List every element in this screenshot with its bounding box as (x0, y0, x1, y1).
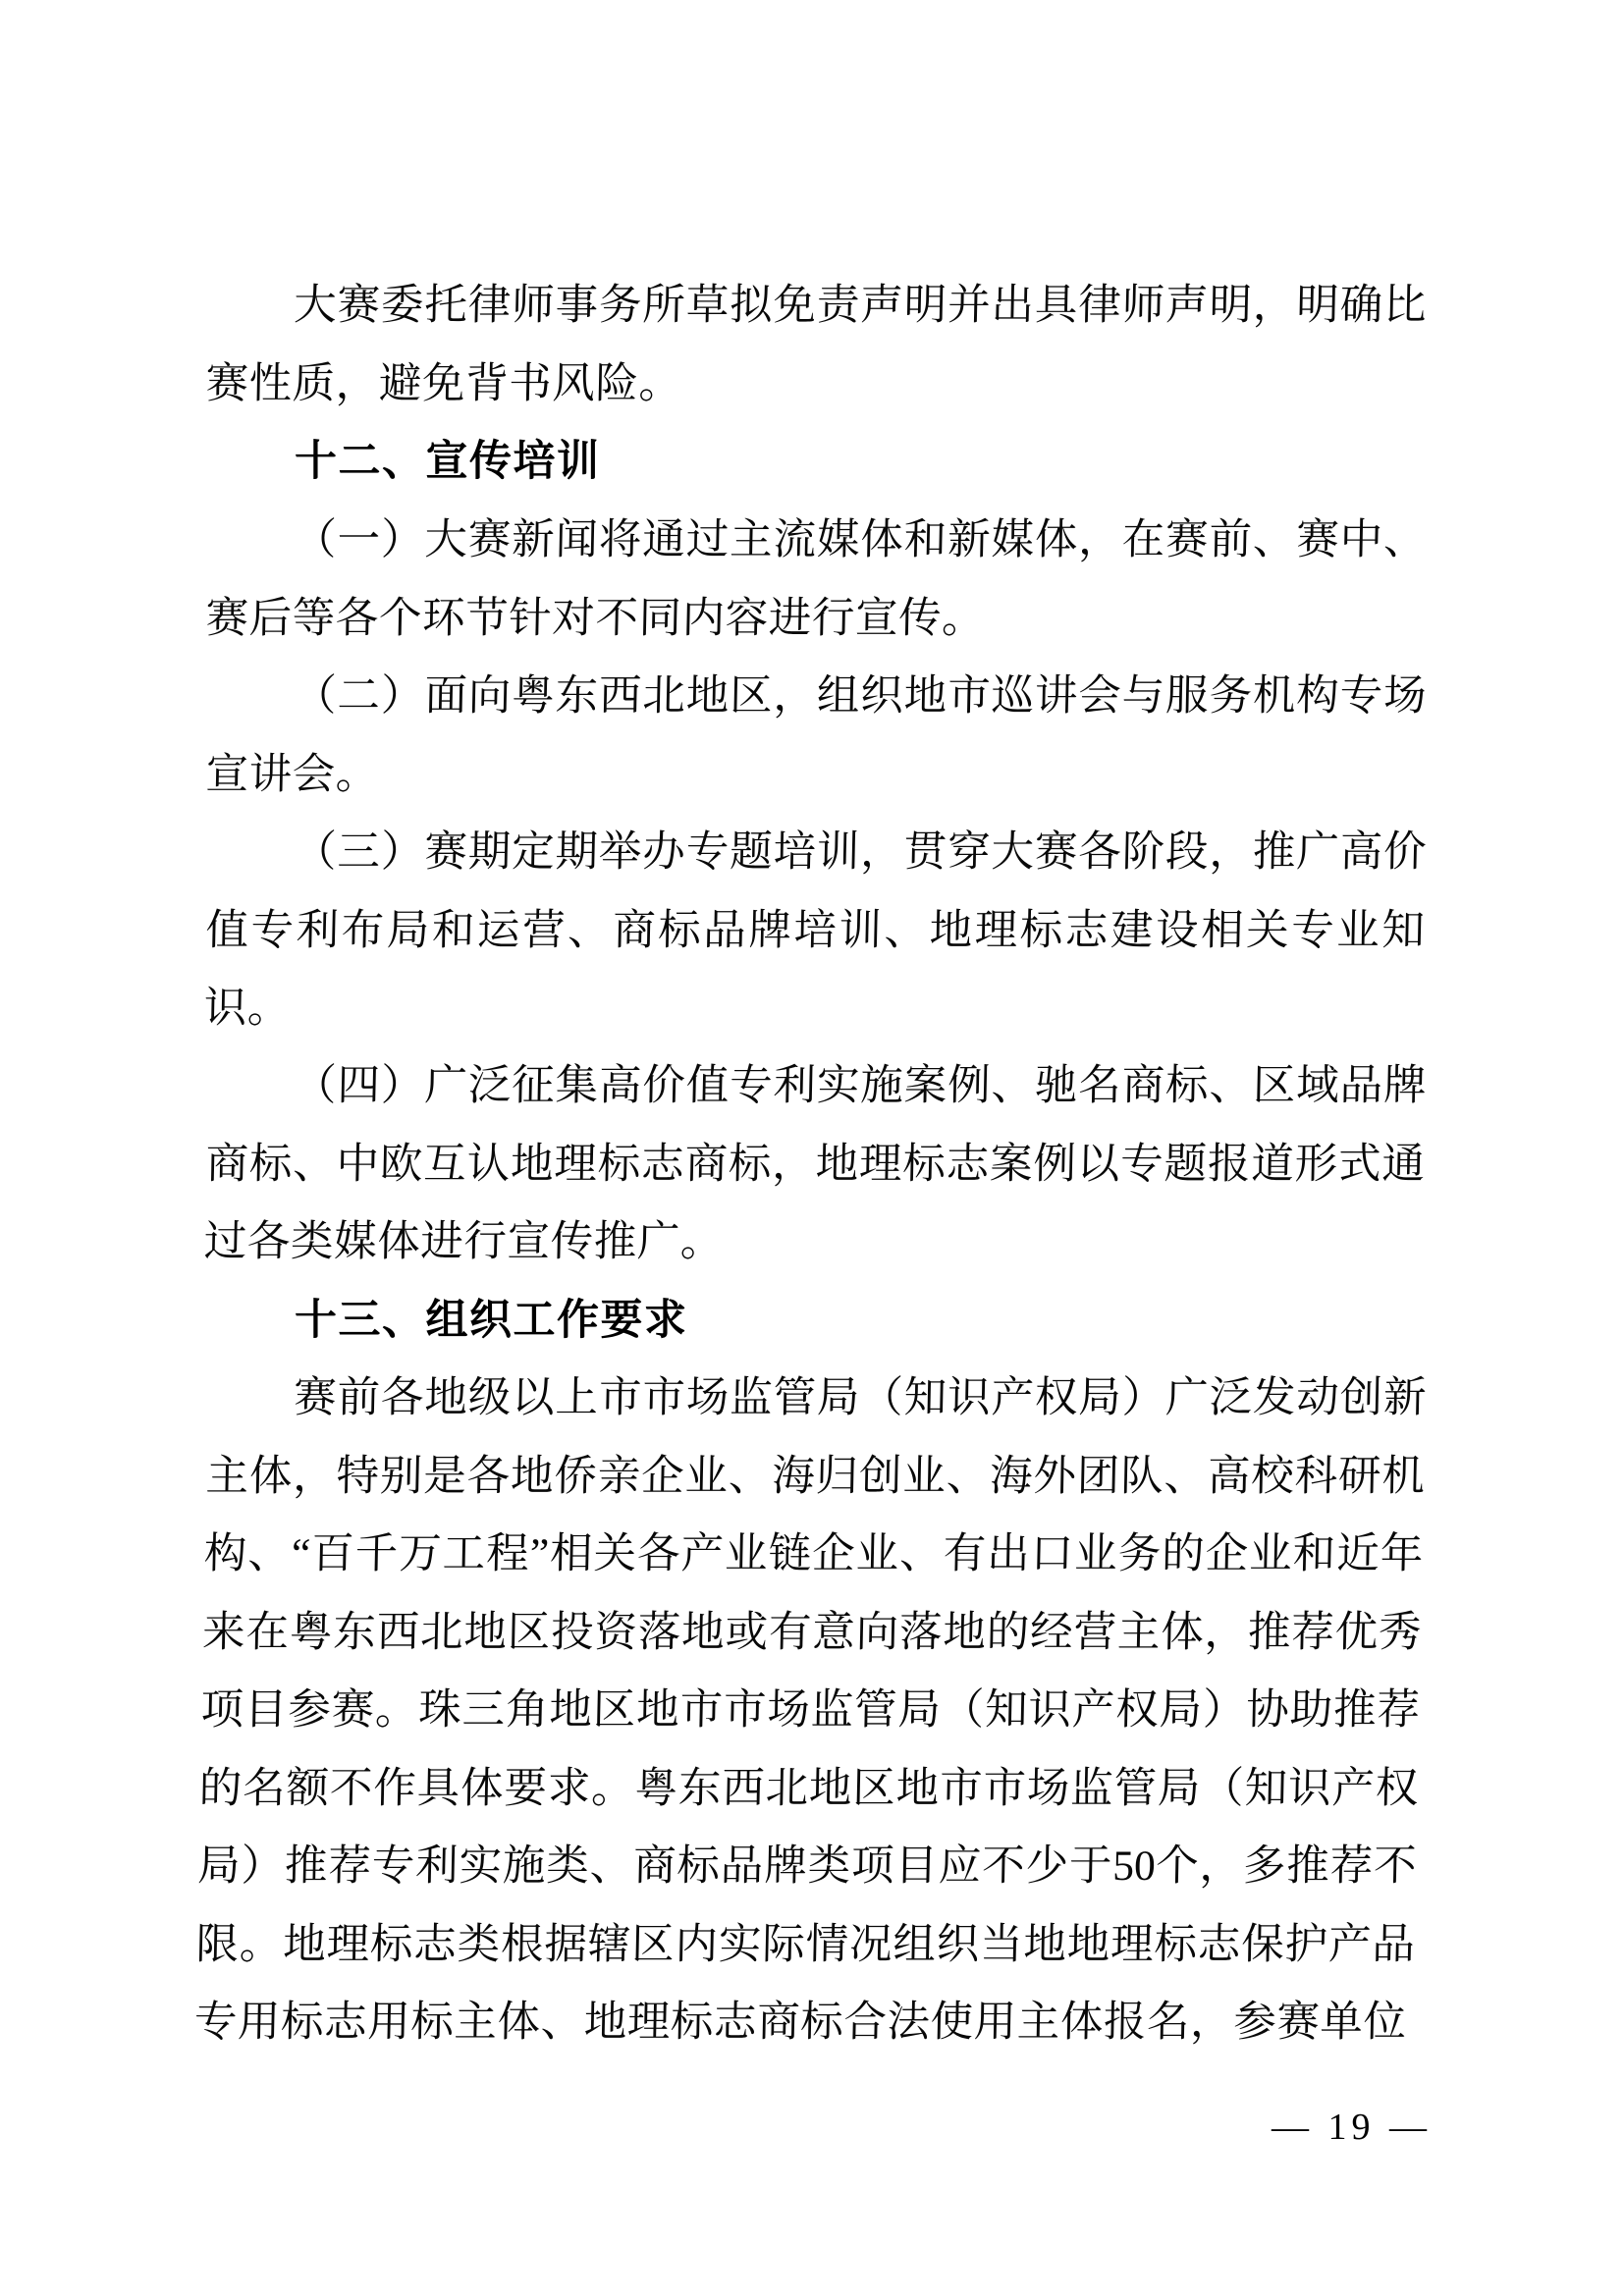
heading-thirteen: 十三、组织工作要求 (295, 1296, 688, 1344)
page-number: — 19 — (1272, 2107, 1432, 2148)
paragraph-13-1 (193, 1360, 1428, 2062)
paragraph-13-1-text-before-number: 赛前各地级以上市市场监管局（知识产权局）广泛发动创新主体，特别是各地侨亲企业、海归创业、海外团队、高校科研机构、“百千万工程”相关各产业链企业、有出口业务的企业和近年来在粤东西北地区投资落地或有意向落地的经营主体，推荐优秀项目参赛。珠三角地区地市市场监管局（知识产权局）协助推荐的名额不作具体要求。粤东西北地区地市市场监管局（知识产权局）推荐专利实施类、商标品牌类项目应不少于 (196, 1374, 1428, 1890)
paragraph-13-1-text-after-number: 个，多推荐不限。地理标志类根据辖区内实际情况组织当地地理标志保护产品专用标志用标主体、地理标志商标合法使用主体报名，参赛单位 (193, 1842, 1418, 2046)
page-content-column (193, 267, 1428, 2062)
paragraph-12-3: （三）赛期定期举办专题培训，贯穿大赛各阶段，推广高价值专利布局和运营、商标品牌培训、地理标志建设相关专业知识。 (203, 828, 1428, 1032)
paragraph-12-2: （二）面向粤东西北地区，组织地市巡讲会与服务机构专场宣讲会。 (205, 671, 1428, 797)
heading-twelve: 十二、宣传培训 (295, 438, 601, 485)
paragraph-12-1: （一）大赛新闻将通过主流媒体和新媒体，在赛前、赛中、赛后等各个环节针对不同内容进行宣传。 (205, 515, 1428, 641)
paragraph-disclaimer: 大赛委托律师事务所草拟免责声明并出具律师声明，明确比赛性质，避免背书风险。 (205, 282, 1428, 407)
paragraph-12-4: （四）广泛征集高价值专利实施案例、驰名商标、区域品牌商标、中欧互认地理标志商标，地理标志案例以专题报道形式通过各类媒体进行宣传推广。 (203, 1062, 1428, 1265)
paragraph-13-1-number: 50 (1111, 1842, 1157, 1890)
